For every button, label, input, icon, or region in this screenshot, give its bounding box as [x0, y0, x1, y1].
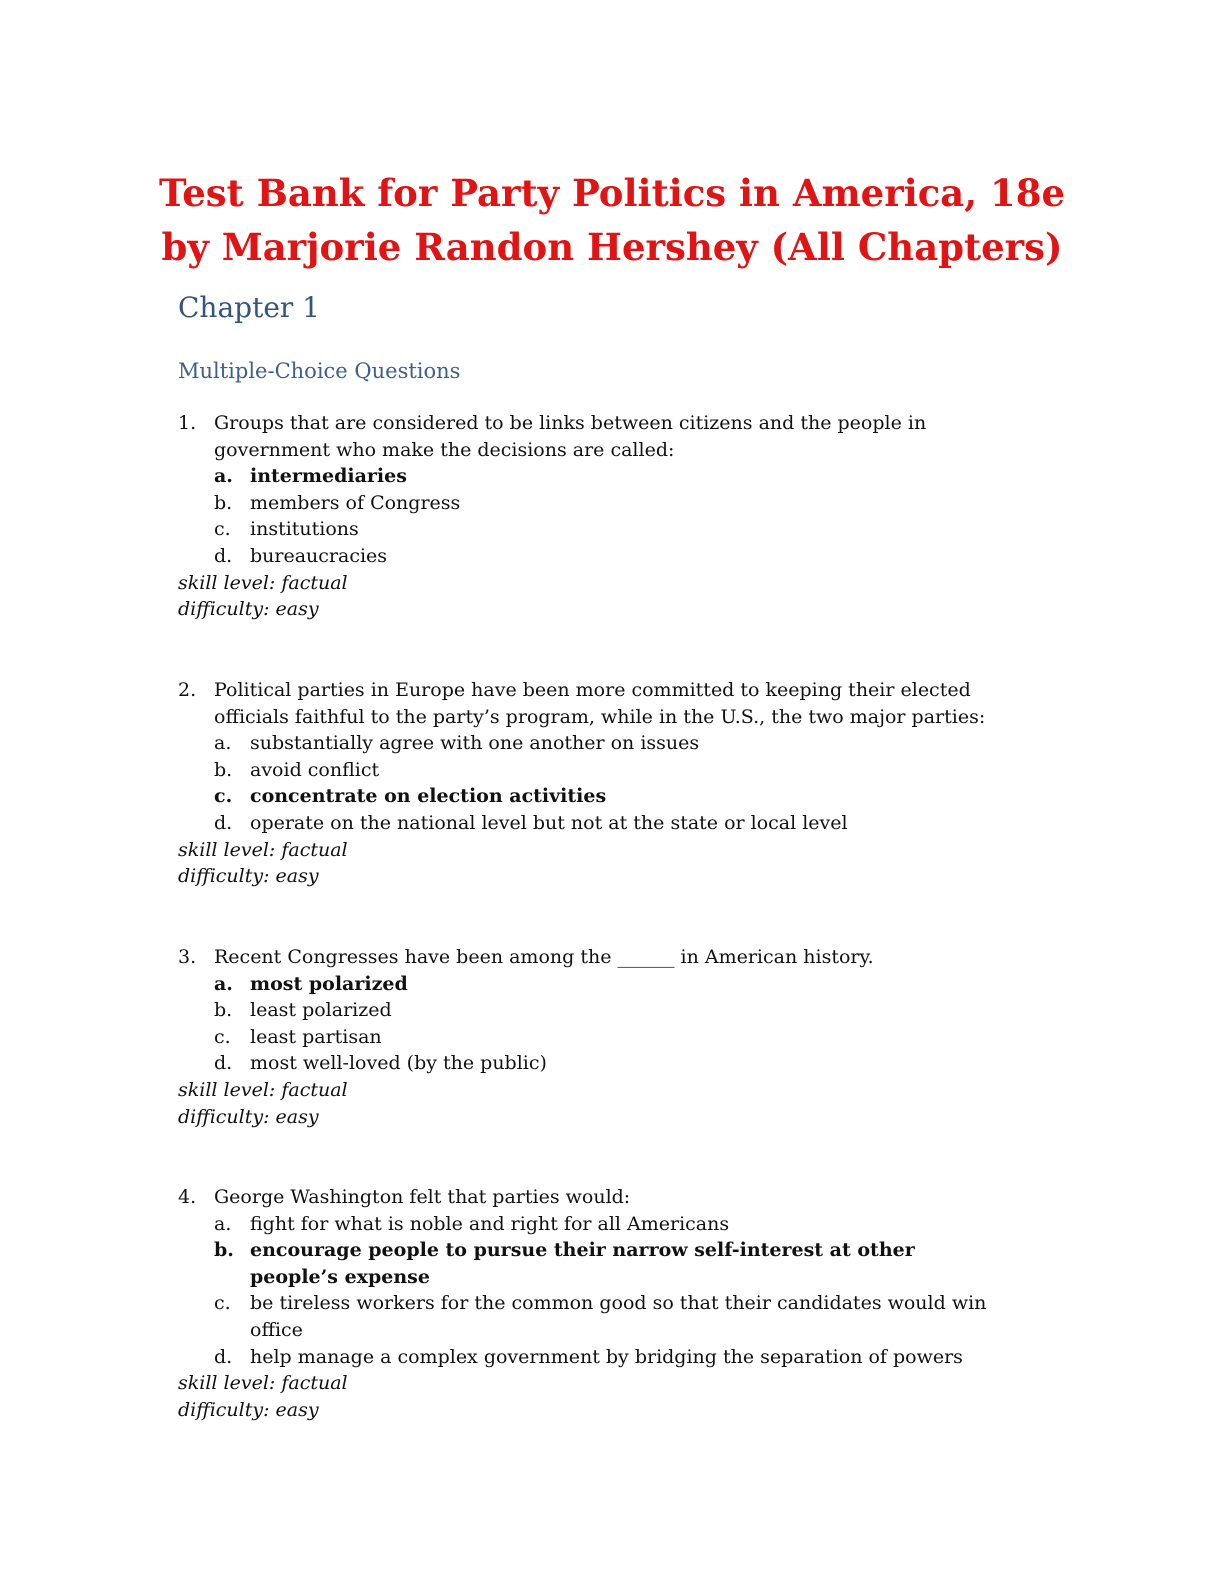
option-letter: a.	[214, 1212, 232, 1235]
option-text: substantially agree with one another on issues	[250, 732, 700, 755]
answer-options	[178, 971, 1008, 1077]
answer-option	[214, 1024, 1008, 1051]
option-letter: c.	[214, 785, 233, 808]
option-letter: d.	[214, 811, 233, 834]
difficulty: difficulty: easy	[178, 865, 319, 888]
option-text: most well-loved (by the public)	[250, 1052, 547, 1075]
answer-option-correct	[214, 1237, 1008, 1290]
answer-option	[214, 1050, 1008, 1077]
answer-option-correct	[214, 783, 1008, 810]
option-letter: b.	[214, 999, 233, 1022]
answer-option	[214, 757, 1008, 784]
option-letter: c.	[214, 1025, 231, 1048]
answer-option	[214, 516, 1008, 543]
question-stem	[178, 944, 1008, 971]
skill-level: skill level: factual	[178, 1078, 348, 1101]
skill-level: skill level: factual	[178, 1372, 348, 1395]
answer-option	[214, 543, 1008, 570]
answer-option	[214, 997, 1008, 1024]
difficulty: difficulty: easy	[178, 598, 319, 621]
question-stem	[178, 677, 1008, 730]
option-letter: a.	[214, 972, 233, 995]
option-letter: b.	[214, 491, 233, 514]
answer-option	[214, 490, 1008, 517]
title-line-1: Test Bank for Party Politics in America, 18e	[158, 171, 1066, 215]
answer-option	[214, 730, 1008, 757]
document-title	[0, 166, 1224, 274]
option-letter: d.	[214, 1345, 233, 1368]
answer-option	[214, 1344, 1008, 1371]
option-letter: c.	[214, 1292, 231, 1315]
question-number: 2.	[178, 679, 197, 701]
option-letter: b.	[214, 758, 233, 781]
answer-option	[214, 1211, 1008, 1238]
question-stem	[178, 1184, 1008, 1211]
answer-option-correct	[214, 971, 1008, 998]
skill-level: skill level: factual	[178, 571, 348, 594]
question-stem	[178, 410, 1008, 463]
question-2	[178, 677, 1008, 890]
option-text: concentrate on election activities	[250, 785, 607, 808]
option-letter: d.	[214, 544, 233, 567]
section-heading: Multiple-Choice Questions	[178, 359, 461, 383]
option-letter: d.	[214, 1052, 233, 1075]
option-letter: a.	[214, 732, 232, 755]
option-letter: b.	[214, 1239, 234, 1262]
option-text: bureaucracies	[250, 544, 388, 567]
question-text: Recent Congresses have been among the ______ in American history.	[214, 946, 874, 968]
difficulty: difficulty: easy	[178, 1398, 319, 1421]
option-text: most polarized	[250, 972, 408, 995]
answer-option-correct	[214, 463, 1008, 490]
answer-option	[214, 810, 1008, 837]
option-text: operate on the national level but not at the state or local level	[250, 811, 848, 834]
option-text: encourage people to pursue their narrow self-interest at other people’s expense	[250, 1239, 915, 1288]
chapter-heading: Chapter 1	[178, 291, 320, 324]
answer-options	[178, 463, 1008, 569]
question-number: 1.	[178, 412, 197, 434]
option-letter: c.	[214, 518, 231, 541]
question-text: George Washington felt that parties would:	[214, 1186, 631, 1208]
option-letter: a.	[214, 465, 233, 488]
question-text: Political parties in Europe have been more committed to keeping their elected officials faithful to the party’s program, while in the U.S., the two major parties:	[214, 679, 986, 728]
option-text: be tireless workers for the common good so that their candidates would win office	[250, 1292, 987, 1341]
option-text: least polarized	[250, 999, 392, 1022]
question-number: 4.	[178, 1186, 197, 1208]
question-1	[178, 410, 1008, 623]
option-text: fight for what is noble and right for all Americans	[250, 1212, 730, 1235]
question-number: 3.	[178, 946, 197, 968]
skill-level: skill level: factual	[178, 838, 348, 861]
answer-options	[178, 1211, 1008, 1371]
question-4	[178, 1184, 1008, 1423]
option-text: least partisan	[250, 1025, 382, 1048]
option-text: avoid conflict	[250, 758, 380, 781]
question-text: Groups that are considered to be links between citizens and the people in government who make the decisions are called:	[214, 412, 927, 461]
title-line-2: by Marjorie Randon Hershey (All Chapters)	[161, 225, 1063, 269]
difficulty: difficulty: easy	[178, 1105, 319, 1128]
option-text: institutions	[250, 518, 359, 541]
question-3	[178, 944, 1008, 1130]
option-text: help manage a complex government by bridging the separation of powers	[250, 1345, 963, 1368]
answer-options	[178, 730, 1008, 836]
answer-option	[214, 1290, 1008, 1343]
option-text: members of Congress	[250, 491, 461, 514]
option-text: intermediaries	[250, 465, 407, 488]
